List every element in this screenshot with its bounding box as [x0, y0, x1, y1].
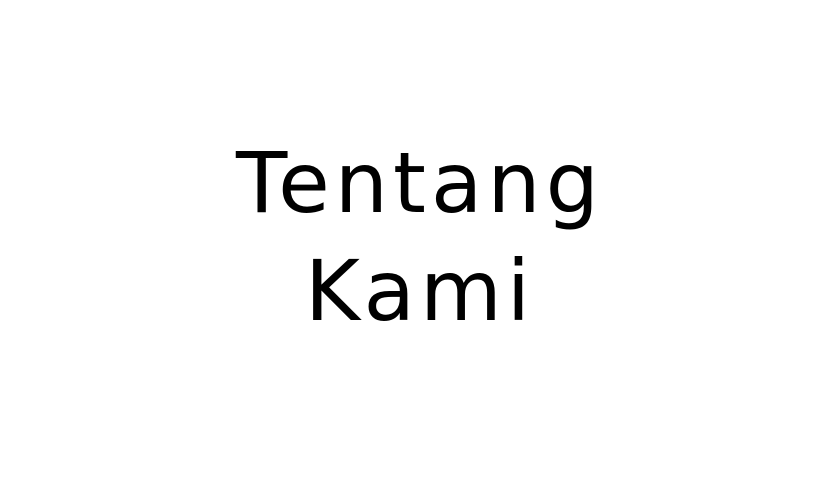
page-title-line-2: Kami — [304, 242, 536, 340]
page-title-line-1: Tentang — [236, 134, 604, 232]
